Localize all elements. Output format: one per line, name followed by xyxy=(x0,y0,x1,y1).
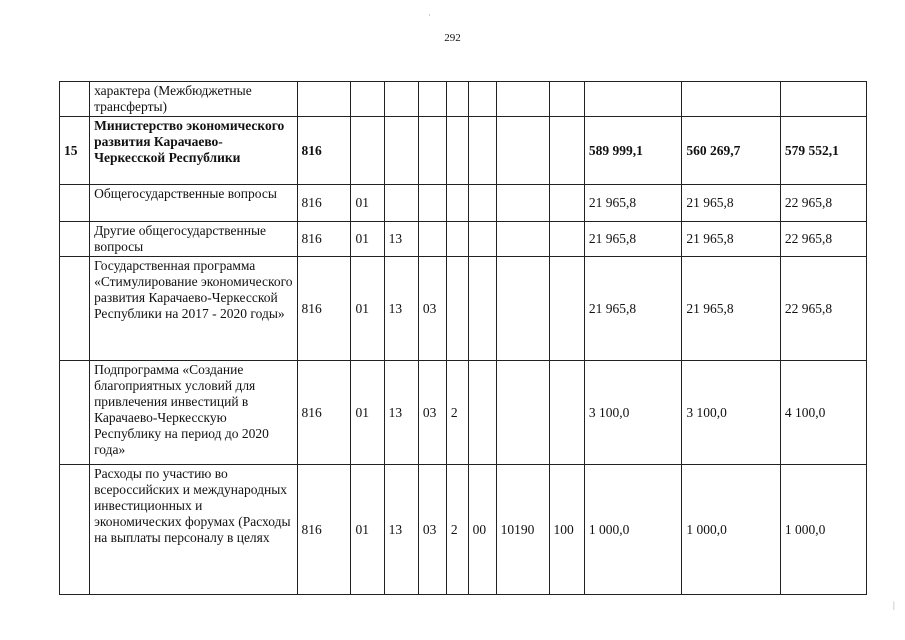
cell-ministry: 816 xyxy=(297,222,351,257)
cell-section: 01 xyxy=(351,257,384,361)
table-row xyxy=(60,185,867,222)
cell-subprogram xyxy=(446,82,468,117)
cell-program: 03 xyxy=(418,465,446,595)
cell-section xyxy=(351,117,384,185)
cell-target-code xyxy=(496,257,549,361)
cell-direction xyxy=(468,361,496,465)
cell-direction xyxy=(468,222,496,257)
cell-ministry: 816 xyxy=(297,361,351,465)
budget-table xyxy=(59,81,867,595)
cell-name: Государственная программа «Стимулирование экономического развития Карачаево-Черкесской Республики на 2017 - 2020 годы» xyxy=(90,257,297,361)
cell-ministry: 816 xyxy=(297,185,351,222)
cell-direction xyxy=(468,82,496,117)
cell-subprogram xyxy=(446,185,468,222)
cell-year-2018 xyxy=(584,82,682,117)
table-row xyxy=(60,222,867,257)
cell-program: 03 xyxy=(418,257,446,361)
cell-year-2018: 21 965,8 xyxy=(584,222,682,257)
cell-program xyxy=(418,82,446,117)
cell-target-code xyxy=(496,117,549,185)
cell-expense-type xyxy=(549,222,584,257)
cell-ministry: 816 xyxy=(297,465,351,595)
cell-direction xyxy=(468,257,496,361)
table-row xyxy=(60,465,867,595)
cell-subsection xyxy=(384,185,418,222)
page-number: 292 xyxy=(444,32,461,44)
cell-ministry: 816 xyxy=(297,117,351,185)
cell-year-2019: 21 965,8 xyxy=(682,257,781,361)
cell-section: 01 xyxy=(351,222,384,257)
table-row xyxy=(60,117,867,185)
cell-section: 01 xyxy=(351,465,384,595)
cell-subsection: 13 xyxy=(384,257,418,361)
cell-year-2019: 21 965,8 xyxy=(682,222,781,257)
cell-name: Подпрограмма «Создание благоприятных условий для привлечения инвестиций в Карачаево-Черкесскую Республику на период до 2020 года» xyxy=(90,361,297,465)
cell-subsection: 13 xyxy=(384,222,418,257)
cell-num xyxy=(60,465,90,595)
cell-direction xyxy=(468,185,496,222)
cell-direction xyxy=(468,117,496,185)
cell-subsection: 13 xyxy=(384,465,418,595)
cell-subprogram xyxy=(446,257,468,361)
cell-program: 03 xyxy=(418,361,446,465)
cell-subprogram: 2 xyxy=(446,361,468,465)
cell-year-2020: 1 000,0 xyxy=(780,465,866,595)
cell-expense-type xyxy=(549,82,584,117)
cell-direction: 00 xyxy=(468,465,496,595)
cell-expense-type xyxy=(549,361,584,465)
cell-name: Расходы по участию во всероссийских и международных инвестиционных и экономических форумах (Расходы на выплаты персоналу в целях xyxy=(90,465,297,595)
cell-name: Общегосударственные вопросы xyxy=(90,185,297,222)
cell-year-2019: 1 000,0 xyxy=(682,465,781,595)
cell-num: 15 xyxy=(60,117,90,185)
cell-program xyxy=(418,117,446,185)
cell-target-code: 10190 xyxy=(496,465,549,595)
cell-section: 01 xyxy=(351,361,384,465)
cell-program xyxy=(418,222,446,257)
cell-expense-type: 100 xyxy=(549,465,584,595)
cell-subsection: 13 xyxy=(384,361,418,465)
table-row xyxy=(60,361,867,465)
cell-subsection xyxy=(384,117,418,185)
cell-year-2018: 21 965,8 xyxy=(584,185,682,222)
cell-num xyxy=(60,257,90,361)
cell-expense-type xyxy=(549,257,584,361)
cell-program xyxy=(418,185,446,222)
cell-name: характера (Межбюджетные трансферты) xyxy=(90,82,297,117)
cell-year-2019: 560 269,7 xyxy=(682,117,781,185)
cell-target-code xyxy=(496,185,549,222)
cell-year-2018: 589 999,1 xyxy=(584,117,682,185)
cell-subprogram xyxy=(446,117,468,185)
cell-name: Другие общегосударственные вопросы xyxy=(90,222,297,257)
cell-ministry xyxy=(297,82,351,117)
cell-year-2019: 3 100,0 xyxy=(682,361,781,465)
cell-num xyxy=(60,222,90,257)
cell-year-2020: 22 965,8 xyxy=(780,222,866,257)
cell-expense-type xyxy=(549,185,584,222)
table-row xyxy=(60,257,867,361)
scan-speck: | xyxy=(893,600,895,610)
cell-year-2018: 21 965,8 xyxy=(584,257,682,361)
scan-speck: · xyxy=(428,10,431,20)
cell-year-2020 xyxy=(780,82,866,117)
table-body xyxy=(60,82,867,595)
cell-year-2020: 22 965,8 xyxy=(780,257,866,361)
cell-ministry: 816 xyxy=(297,257,351,361)
cell-subprogram: 2 xyxy=(446,465,468,595)
cell-target-code xyxy=(496,222,549,257)
cell-year-2018: 3 100,0 xyxy=(584,361,682,465)
cell-section: 01 xyxy=(351,185,384,222)
cell-subsection xyxy=(384,82,418,117)
cell-year-2019 xyxy=(682,82,781,117)
cell-year-2018: 1 000,0 xyxy=(584,465,682,595)
cell-expense-type xyxy=(549,117,584,185)
cell-name: Министерство экономического развития Карачаево-Черкесской Республики xyxy=(90,117,297,185)
cell-section xyxy=(351,82,384,117)
cell-year-2019: 21 965,8 xyxy=(682,185,781,222)
cell-num xyxy=(60,82,90,117)
cell-subprogram xyxy=(446,222,468,257)
cell-year-2020: 579 552,1 xyxy=(780,117,866,185)
cell-num xyxy=(60,361,90,465)
cell-target-code xyxy=(496,361,549,465)
cell-year-2020: 22 965,8 xyxy=(780,185,866,222)
cell-year-2020: 4 100,0 xyxy=(780,361,866,465)
cell-target-code xyxy=(496,82,549,117)
table-row xyxy=(60,82,867,117)
cell-num xyxy=(60,185,90,222)
